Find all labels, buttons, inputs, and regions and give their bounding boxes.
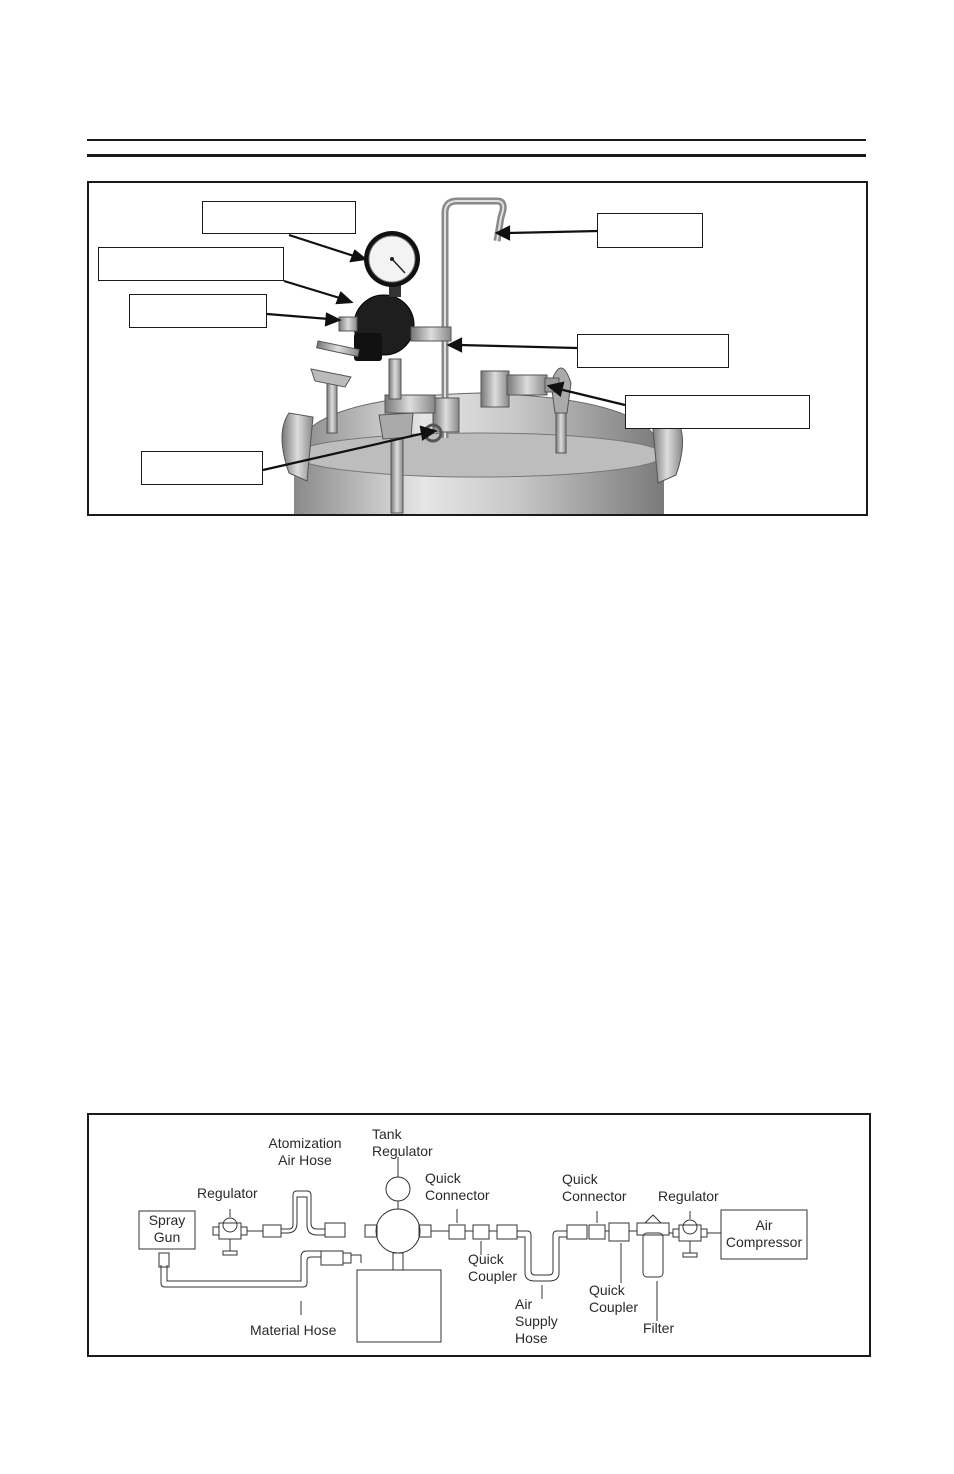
callout-gauge (202, 201, 356, 234)
regulator-stem (389, 359, 401, 399)
regulator-outlet-fitting (411, 327, 451, 341)
regulator-knob (354, 333, 382, 361)
material-hose (161, 1257, 321, 1287)
material-hose-inner (167, 1251, 321, 1281)
label-quick-connector-left: Quick Connector (425, 1170, 490, 1203)
tank-box (357, 1270, 441, 1342)
label-material-hose: Material Hose (250, 1322, 337, 1338)
callout-safety-valve (141, 451, 263, 485)
spray-gun-label: Spray Gun (148, 1212, 186, 1245)
label-atomization-air-hose: Atomization Air Hose (268, 1135, 342, 1168)
callout-regulator-port (129, 294, 267, 328)
left-clamp (282, 413, 313, 481)
hookup-diagram-figure (87, 1113, 871, 1357)
label-filter: Filter (643, 1320, 675, 1336)
header-rule-thick (87, 154, 866, 157)
label-quick-coupler-left: Quick Coupler (468, 1251, 518, 1284)
callout-material-tube (597, 213, 703, 248)
label-quick-coupler-right: Quick Coupler (589, 1282, 639, 1315)
label-regulator-right: Regulator (658, 1188, 719, 1204)
label-quick-connector-right: Quick Connector (562, 1171, 627, 1204)
label-air-supply-hose: Air Supply Hose (515, 1296, 558, 1346)
regulator-t-handle (317, 341, 360, 357)
regulator-left-port (339, 317, 357, 331)
air-supply-hose-inner (517, 1237, 567, 1281)
callout-regulator (98, 247, 284, 281)
callout-air-inlet (625, 395, 810, 429)
header-rule-thin (87, 139, 866, 141)
label-regulator-left: Regulator (197, 1185, 258, 1201)
callout-air-outlet (577, 334, 729, 368)
label-tank-regulator: Tank Regulator (372, 1126, 433, 1159)
lid-rim (294, 433, 664, 477)
tank-photo-figure (87, 181, 868, 516)
air-compressor-label: Air Compressor (725, 1217, 803, 1250)
